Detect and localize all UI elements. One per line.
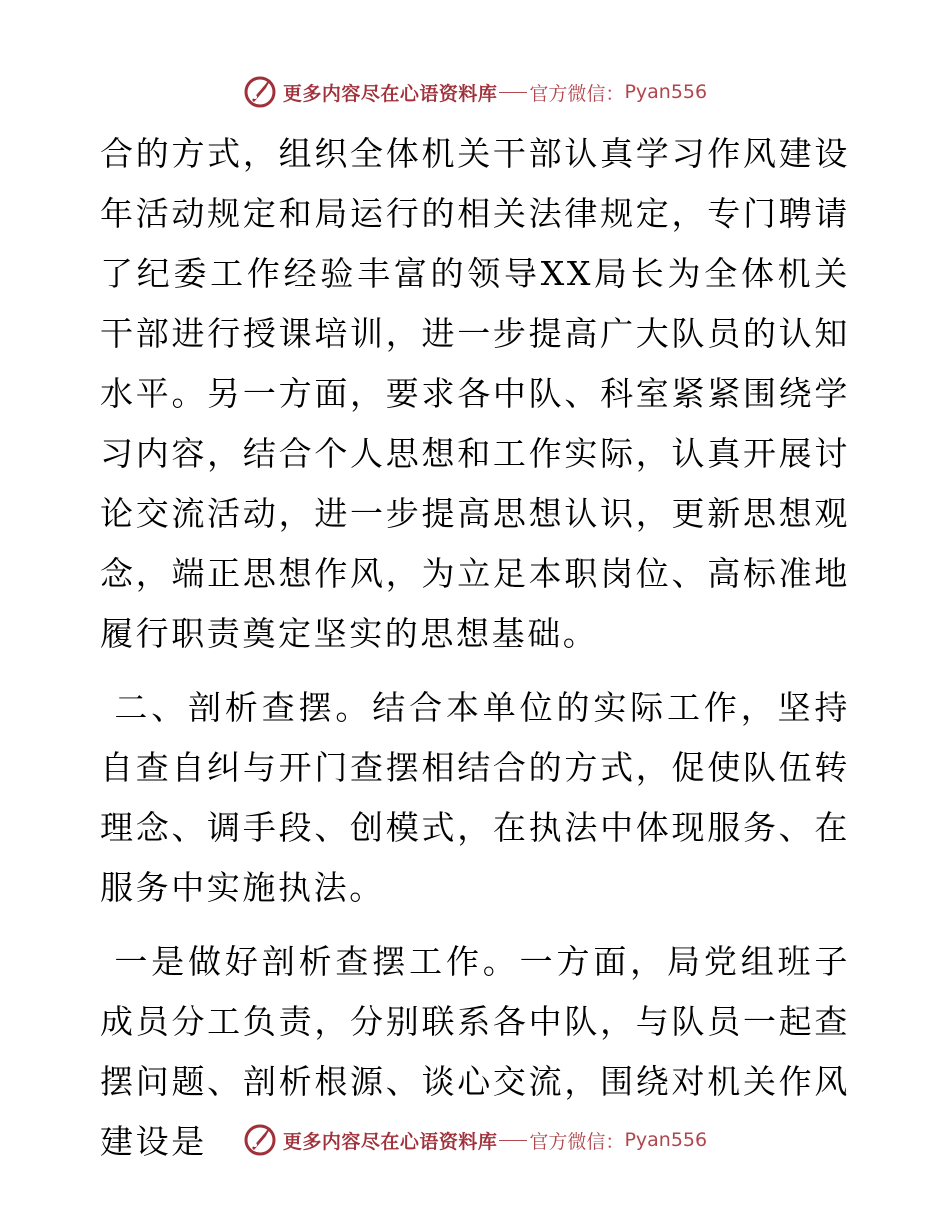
body-paragraph-1: 合的方式，组织全体机关干部认真学习作风建设年活动规定和局运行的相关法律规定，专门聘请了纪委工作经验丰富的领导XX局长为全体机关干部进行授课培训，进一步提高广大队员的认知水平。另一方面，要求各中队、科室紧紧围绕学习内容，结合个人思想和工作实际，认真开展讨论交流活动，进一步提高思想认识，更新思想观念，端正思想作风，为立足本职岗位、高标准地履行职责奠定坚实的思想基础。: [100, 134, 850, 653]
header-wechat-id: Pyan556: [624, 81, 708, 103]
header-banner: [0, 70, 950, 114]
footer-wechat-id: Pyan556: [624, 1129, 708, 1151]
body-paragraph-3: 一是做好剖析查摆工作。一方面，局党组班子成员分工负责，分别联系各中队，与队员一起查摆问题、剖析根源、谈心交流，围绕对机关作风建设是: [100, 942, 851, 1161]
footer-dash-divider: [499, 1140, 527, 1141]
footer-wechat-label: 官方微信：: [529, 1130, 625, 1153]
header-dash-divider: [499, 92, 527, 93]
quill-logo-icon: [243, 75, 277, 109]
body-paragraph-2: 二、剖析查摆。结合本单位的实际工作，坚持自查自纠与开门查摆相结合的方式，促使队伍转理念、调手段、创模式，在执法中体现服务、在服务中实施执法。: [100, 688, 851, 907]
document-body: [100, 124, 850, 1172]
header-brand-text: 更多内容尽在心语资料库: [282, 82, 498, 105]
quill-logo-icon: [243, 1123, 277, 1157]
footer-brand-text: 更多内容尽在心语资料库: [282, 1130, 498, 1153]
header-wechat-label: 官方微信：: [529, 82, 625, 105]
footer-banner: [0, 1118, 950, 1162]
